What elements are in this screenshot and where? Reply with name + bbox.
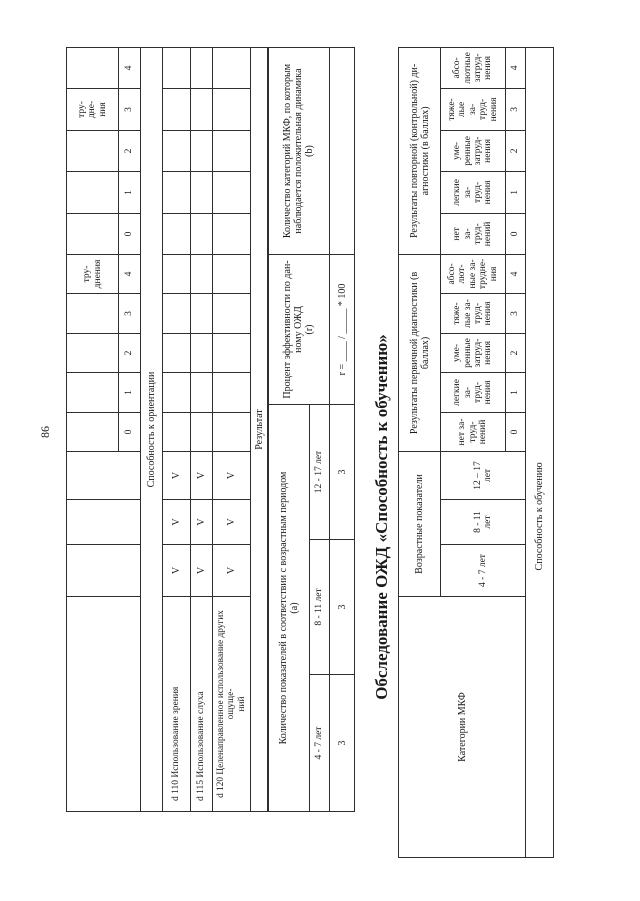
age-mark: V	[213, 452, 251, 500]
section-title-learning: Способность к обучению	[526, 47, 554, 857]
score-cell: 4	[119, 255, 141, 294]
section-row	[141, 48, 163, 812]
indicator-count-value: 3	[330, 675, 355, 812]
age-indicators-header: Возрастные показатели	[399, 451, 441, 596]
score-value-cell	[163, 89, 191, 131]
indicator-count-header: Количество показателей в соответствии с возрастным периодом (а)	[268, 405, 310, 812]
score-value-cell	[191, 294, 213, 334]
primary-diagnostics-header: Результаты первичной диагностики (в баллах)	[399, 254, 441, 451]
table-row	[213, 48, 251, 812]
score-cell: 3	[119, 89, 141, 131]
repeat-level-label: легкие за- труд- нения	[441, 171, 506, 213]
age-group-label: 4 - 7 лет	[441, 545, 526, 597]
age-mark: V	[213, 500, 251, 545]
score-value-cell	[163, 373, 191, 413]
category-label: d 115 Использование слуха	[191, 597, 213, 812]
score-cell: 3	[506, 88, 526, 130]
repeat-level-label: тяже- лые за- труд- нения	[441, 88, 506, 130]
age-mark: V	[163, 452, 191, 500]
primary-level-label: абсо- лют- ные за- трудне- ния	[441, 254, 506, 293]
score-value-cell	[163, 294, 191, 334]
primary-level-header-cell	[67, 413, 119, 452]
summary-value-row	[330, 48, 355, 812]
score-value-cell	[163, 172, 191, 214]
score-value-cell	[213, 413, 251, 452]
score-cell: 2	[506, 130, 526, 171]
repeat-level-header-cell	[67, 48, 119, 89]
score-value-cell	[213, 48, 251, 89]
age-group-label: 8 - 11 лет	[441, 500, 526, 545]
repeat-level-header-cell	[67, 214, 119, 255]
primary-level-label: нет за- труд- нений	[441, 412, 506, 451]
score-value-cell	[213, 373, 251, 413]
age-header-cell	[67, 545, 141, 597]
score-value-cell	[213, 89, 251, 131]
score-value-cell	[213, 334, 251, 373]
score-cell: 2	[119, 131, 141, 172]
score-value-cell	[191, 172, 213, 214]
score-value-cell	[163, 255, 191, 294]
score-cell: 3	[506, 293, 526, 333]
primary-level-label: легкие за- труд- нения	[441, 372, 506, 412]
score-cell: 1	[119, 373, 141, 413]
score-cell: 3	[119, 294, 141, 334]
score-value-cell	[163, 48, 191, 89]
category-header-cell	[67, 597, 141, 812]
primary-level-header-cell: тру- днения	[67, 255, 119, 294]
primary-level-label: уме- ренные затруд- нения	[441, 333, 506, 372]
age-mark: V	[191, 452, 213, 500]
age-mark: V	[213, 545, 251, 597]
primary-level-header-cell	[67, 334, 119, 373]
score-value-cell	[191, 413, 213, 452]
age-group-label: 12 - 17 лет	[310, 405, 330, 540]
score-value-cell	[191, 373, 213, 413]
score-value-cell	[191, 334, 213, 373]
positive-dynamics-header: Количество категорий МКФ, по которым наблюдается положительная динамика (b)	[268, 48, 330, 255]
page-number: 86	[38, 426, 52, 438]
positive-dynamics-value	[330, 48, 355, 255]
score-value-cell	[213, 131, 251, 172]
score-cell: 4	[506, 254, 526, 293]
repeat-level-label: нет за- труд- нений	[441, 213, 506, 254]
table-row	[163, 48, 191, 812]
category-label: d 110 Использование зрения	[163, 597, 191, 812]
repeat-diagnostics-header: Результаты повторной (контрольной) ди- агностики (в баллах)	[399, 47, 441, 254]
score-value-cell	[191, 131, 213, 172]
score-cell: 0	[119, 413, 141, 452]
repeat-level-label: абсо- лютные затруд- нения	[441, 47, 506, 88]
age-mark: V	[163, 545, 191, 597]
score-value-cell	[163, 413, 191, 452]
efficiency-formula: r = ____ / _____ * 100	[330, 255, 355, 405]
score-cell: 2	[119, 334, 141, 373]
score-value-cell	[213, 255, 251, 294]
header-row	[399, 47, 441, 857]
category-label: d 120 Целенаправленное использование других ощуще- ний	[213, 597, 251, 812]
result-label: Результат	[251, 48, 269, 812]
score-cell: 1	[506, 372, 526, 412]
score-cell: 2	[506, 333, 526, 372]
score-value-cell	[163, 334, 191, 373]
score-cell: 1	[119, 172, 141, 214]
result-summary-table	[267, 47, 355, 812]
efficiency-percent-header: Процент эффективности по дан- ному ОЖД (r)	[268, 255, 330, 405]
score-cell: 1	[506, 171, 526, 213]
primary-level-label: тяже- лые за- труд- нения	[441, 293, 506, 333]
score-value-cell	[163, 214, 191, 255]
age-header-cell	[67, 452, 141, 500]
age-header-cell	[67, 500, 141, 545]
score-cell: 0	[506, 213, 526, 254]
score-value-cell	[191, 255, 213, 294]
score-value-cell	[213, 172, 251, 214]
age-mark: V	[163, 500, 191, 545]
section-heading: Обследование ОЖД «Способность к обучению»	[372, 334, 391, 700]
score-cell: 0	[119, 214, 141, 255]
primary-level-header-cell	[67, 373, 119, 413]
repeat-level-header-cell: тру- дне- ния	[67, 89, 119, 131]
score-value-cell	[191, 214, 213, 255]
repeat-level-header-cell	[67, 172, 119, 214]
learning-table	[398, 47, 554, 858]
score-cell: 4	[506, 47, 526, 88]
score-value-cell	[191, 89, 213, 131]
age-group-label: 8 - 11 лет	[310, 540, 330, 675]
age-group-label: 12 – 17 лет	[441, 451, 526, 499]
score-value-cell	[191, 48, 213, 89]
score-cell: 4	[119, 48, 141, 89]
summary-header-row	[268, 48, 310, 812]
age-mark: V	[191, 500, 213, 545]
score-cell: 0	[506, 412, 526, 451]
repeat-level-label: уме- ренные затруд- нения	[441, 130, 506, 171]
orientation-table	[66, 47, 269, 812]
score-value-cell	[213, 294, 251, 334]
header-row	[67, 48, 119, 812]
section-row	[526, 47, 554, 857]
icf-category-header: Категории МКФ	[399, 597, 526, 858]
score-value-cell	[213, 214, 251, 255]
age-group-label: 4 - 7 лет	[310, 675, 330, 812]
indicator-count-value: 3	[330, 405, 355, 540]
indicator-count-value: 3	[330, 540, 355, 675]
age-mark: V	[191, 545, 213, 597]
score-value-cell	[163, 131, 191, 172]
table-row	[191, 48, 213, 812]
primary-level-header-cell	[67, 294, 119, 334]
section-title-orientation: Способность к ориентации	[141, 48, 163, 812]
repeat-level-header-cell	[67, 131, 119, 172]
result-row	[251, 48, 269, 812]
